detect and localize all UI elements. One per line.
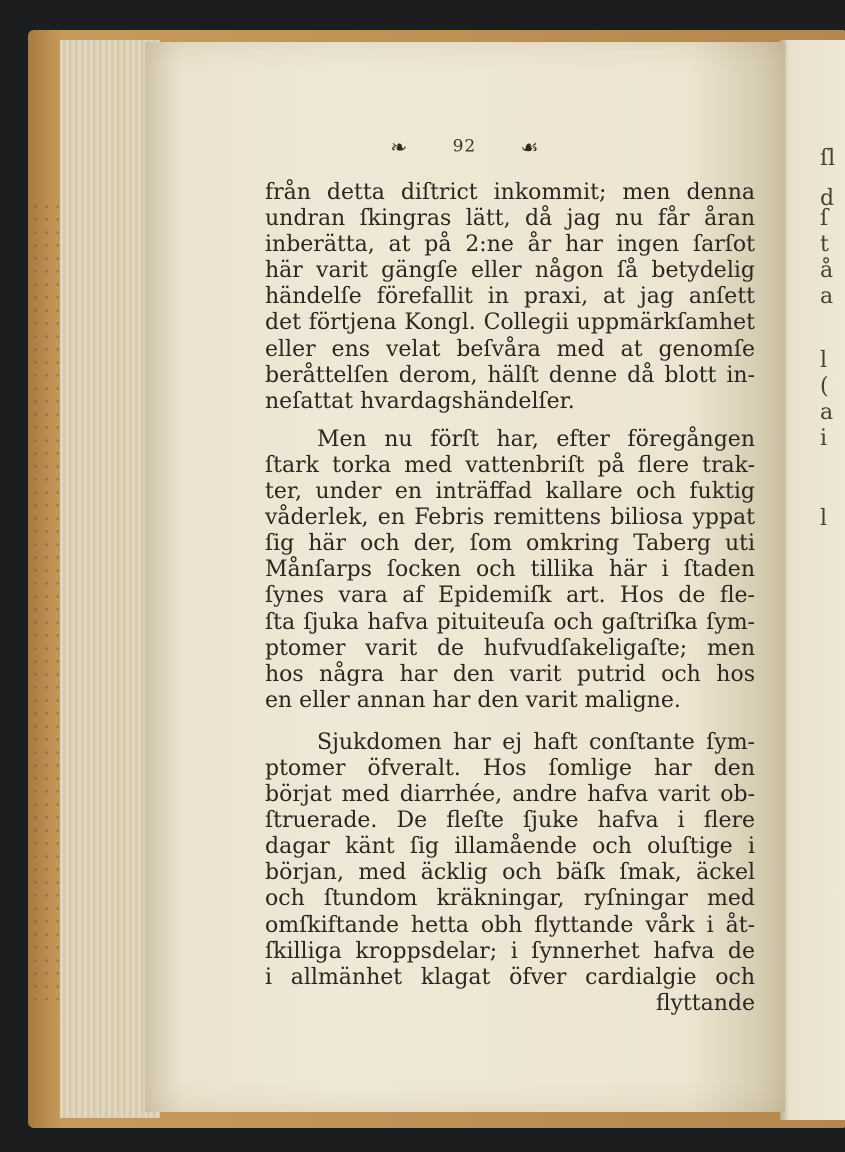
text-line: hos några har den varit putrid och hos [265, 661, 755, 687]
text-line: Sjukdomen har ej haft conſtante ſym- [317, 729, 755, 755]
catchword: flyttande [655, 990, 755, 1016]
facing-page-glyph: t [820, 232, 829, 257]
page-number: 92 [452, 136, 477, 157]
text-line: ſig här och der, ſom omkring Taberg uti [265, 531, 755, 557]
facing-page-edge [780, 40, 845, 1120]
facing-page-glyph: ſl [820, 146, 836, 171]
text-line: våderlek, en Febris remittens biliosa yppat [265, 505, 755, 531]
text-line: händelſe förefallit in praxi, at jag anſett [265, 284, 755, 310]
book-page [145, 42, 785, 1112]
text-line: ſynes vara af Epidemiſk art. Hos de fle- [265, 583, 755, 609]
facing-page-glyph: å [820, 258, 834, 283]
text-line: en eller annan har den varit maligne. [265, 687, 681, 713]
facing-page-glyph: ſ [820, 206, 829, 231]
paragraph-2 [265, 427, 755, 714]
text-line: ſta ſjuka hafva pituiteuſa och gaſtriſka ſym- [265, 609, 755, 635]
text-line: omſkiftande hetta obh flyttande vårk i åt- [265, 912, 755, 938]
text-line: börjat med diarrhée, andre hafva varit ob- [265, 782, 755, 808]
text-line: ſtruerade. De fleſte ſjuke hafva i flere [265, 808, 755, 834]
facing-page-glyph: a [820, 284, 834, 309]
text-line: ſkilliga kroppsdelar; i ſynnerhet hafva de [265, 938, 755, 964]
text-line: ptomer öfveralt. Hos ſomlige har den [265, 755, 755, 781]
text-line: ter, under en inträffad kallare och fuktig [265, 479, 755, 505]
text-line: neſattat hvardagshändelſer. [265, 388, 575, 414]
text-line: början, med äcklig och bäſk ſmak, äckel [265, 860, 755, 886]
text-line: dagar känt ſig illamående och oluſtige i [265, 834, 755, 860]
text-line: det förtjena Kongl. Collegii uppmärkſamhet [265, 310, 755, 336]
paragraph-1 [265, 180, 755, 415]
text-line: Men nu förſt har, efter föregången [317, 426, 755, 452]
facing-page-glyph: i [820, 426, 828, 451]
text-line: Månſarps ſocken och tillika här i ſtaden [265, 557, 755, 583]
running-header [145, 135, 785, 159]
text-line: inberätta, at på 2:ne år har ingen ſarſot [265, 232, 755, 258]
text-line: undran ſkingras lätt, då jag nu får åran [265, 206, 755, 232]
facing-page-glyph: l [820, 506, 828, 531]
facing-page-glyph: d [820, 186, 835, 211]
text-line: här varit gängſe eller någon ſå betydelig [265, 258, 755, 284]
text-line: och ſtundom kräkningar, ryſningar med [265, 886, 755, 912]
text-line: ptomer varit de hufvudſakeligaſte; men [265, 635, 755, 661]
facing-page-glyph: l [820, 348, 828, 373]
facing-page-glyph: a [820, 400, 834, 425]
paragraph-3 [265, 730, 755, 1017]
text-line: eller ens velat beſvåra med at genomſe [265, 336, 755, 362]
text-line: från detta diſtrict inkommit; men denna [265, 180, 755, 205]
facing-page-glyph: ( [820, 374, 829, 399]
text-line: ſtark torka med vattenbriſt på flere trak- [265, 452, 755, 478]
text-line: i allmänhet klagat öfver cardialgie och [265, 964, 755, 990]
text-line: beråttelſen derom, hälſt denne då blott in- [265, 362, 755, 388]
ornament-right-icon: ☙ [520, 135, 540, 159]
ornament-left-icon: ❧ [390, 135, 409, 159]
body-text [265, 180, 755, 1017]
